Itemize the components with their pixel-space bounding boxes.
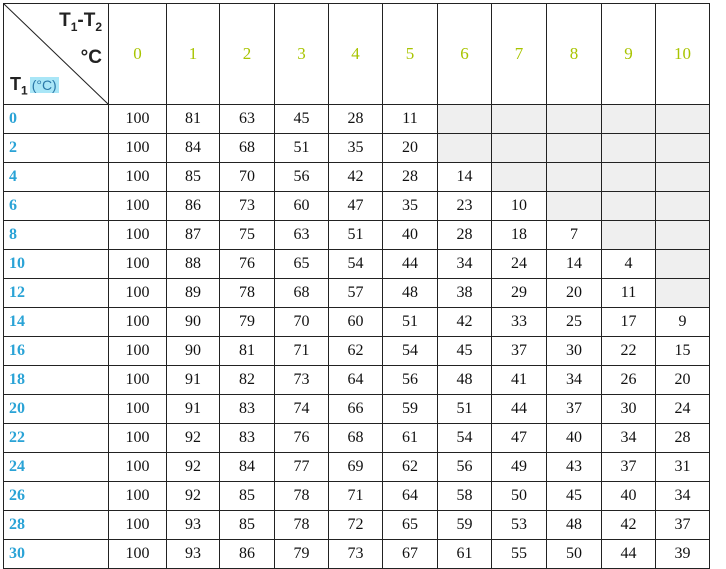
- table-cell: 39: [656, 540, 710, 569]
- table-cell: 78: [275, 511, 329, 540]
- table-cell: [656, 192, 710, 221]
- table-cell: 77: [275, 453, 329, 482]
- table-cell: 35: [329, 134, 383, 163]
- table-cell: 100: [109, 134, 167, 163]
- table-cell: 91: [167, 395, 220, 424]
- table-row: [4, 134, 710, 163]
- table-cell: 79: [275, 540, 329, 569]
- table-cell: 90: [167, 308, 220, 337]
- table-cell: 48: [383, 279, 438, 308]
- table-cell: 100: [109, 105, 167, 134]
- row-label: 30: [4, 540, 109, 569]
- relative-humidity-table: [3, 3, 710, 569]
- row-label: 6: [4, 192, 109, 221]
- table-cell: 85: [220, 482, 275, 511]
- table-cell: [656, 134, 710, 163]
- table-cell: 69: [329, 453, 383, 482]
- table-cell: 68: [275, 279, 329, 308]
- table-row: [4, 511, 710, 540]
- table-cell: 35: [383, 192, 438, 221]
- table-cell: 51: [275, 134, 329, 163]
- table-cell: 61: [438, 540, 492, 569]
- table-cell: 20: [656, 366, 710, 395]
- table-cell: [656, 221, 710, 250]
- table-cell: 53: [492, 511, 547, 540]
- table-cell: 78: [220, 279, 275, 308]
- table-cell: 28: [656, 424, 710, 453]
- table-cell: 84: [167, 134, 220, 163]
- table-cell: 100: [109, 221, 167, 250]
- table-cell: 79: [220, 308, 275, 337]
- table-cell: 63: [220, 105, 275, 134]
- table-cell: 30: [547, 337, 602, 366]
- table-cell: 20: [547, 279, 602, 308]
- table-row: [4, 424, 710, 453]
- table-row: [4, 105, 710, 134]
- table-cell: 85: [167, 163, 220, 192]
- table-cell: 65: [383, 511, 438, 540]
- table-cell: 45: [438, 337, 492, 366]
- column-header: 4: [329, 4, 383, 105]
- table-cell: 62: [329, 337, 383, 366]
- table-cell: 100: [109, 453, 167, 482]
- table-cell: 34: [602, 424, 656, 453]
- table-cell: [438, 134, 492, 163]
- row-label: 20: [4, 395, 109, 424]
- table-cell: 9: [656, 308, 710, 337]
- table-cell: 34: [438, 250, 492, 279]
- table-cell: 100: [109, 424, 167, 453]
- table-cell: 74: [275, 395, 329, 424]
- table-cell: 37: [492, 337, 547, 366]
- table-cell: 28: [438, 221, 492, 250]
- table-cell: [602, 221, 656, 250]
- table-cell: 44: [492, 395, 547, 424]
- table-cell: 100: [109, 163, 167, 192]
- table-cell: 84: [220, 453, 275, 482]
- table-cell: 54: [383, 337, 438, 366]
- table-cell: 100: [109, 482, 167, 511]
- table-cell: 45: [275, 105, 329, 134]
- row-label: 4: [4, 163, 109, 192]
- table-cell: [602, 192, 656, 221]
- table-cell: 71: [275, 337, 329, 366]
- table-cell: 76: [220, 250, 275, 279]
- table-cell: 42: [438, 308, 492, 337]
- table-cell: 31: [656, 453, 710, 482]
- table-cell: 73: [275, 366, 329, 395]
- table-cell: 68: [329, 424, 383, 453]
- table-row: [4, 308, 710, 337]
- table-cell: 100: [109, 511, 167, 540]
- table-cell: [547, 105, 602, 134]
- table-cell: 50: [492, 482, 547, 511]
- table-row: [4, 250, 710, 279]
- table-cell: 93: [167, 511, 220, 540]
- table-cell: 29: [492, 279, 547, 308]
- table-cell: 33: [492, 308, 547, 337]
- table-cell: 91: [167, 366, 220, 395]
- column-header: 1: [167, 4, 220, 105]
- table-cell: [492, 105, 547, 134]
- table-cell: 61: [383, 424, 438, 453]
- table-cell: 44: [383, 250, 438, 279]
- column-header: 2: [220, 4, 275, 105]
- table-cell: 37: [547, 395, 602, 424]
- table-cell: 48: [547, 511, 602, 540]
- table-cell: 70: [275, 308, 329, 337]
- row-label: 26: [4, 482, 109, 511]
- table-cell: 18: [492, 221, 547, 250]
- table-cell: 64: [329, 366, 383, 395]
- table-cell: 81: [220, 337, 275, 366]
- table-row: [4, 163, 710, 192]
- table-cell: 90: [167, 337, 220, 366]
- table-cell: 30: [602, 395, 656, 424]
- table-cell: 51: [329, 221, 383, 250]
- table-cell: 65: [275, 250, 329, 279]
- table-cell: [547, 134, 602, 163]
- table-cell: 40: [383, 221, 438, 250]
- table-cell: 56: [438, 453, 492, 482]
- table-cell: 49: [492, 453, 547, 482]
- row-label: 18: [4, 366, 109, 395]
- table-cell: 87: [167, 221, 220, 250]
- table-cell: [438, 105, 492, 134]
- table-cell: 42: [329, 163, 383, 192]
- table-cell: 47: [492, 424, 547, 453]
- table-cell: [656, 105, 710, 134]
- table-cell: 15: [656, 337, 710, 366]
- table-row: [4, 395, 710, 424]
- table-cell: 73: [220, 192, 275, 221]
- table-cell: 100: [109, 540, 167, 569]
- row-label: 28: [4, 511, 109, 540]
- table-cell: 73: [329, 540, 383, 569]
- temperature-difference-unit: °C: [80, 47, 102, 68]
- table-cell: 45: [547, 482, 602, 511]
- table-cell: [492, 163, 547, 192]
- table-cell: 10: [492, 192, 547, 221]
- table-cell: 55: [492, 540, 547, 569]
- table-cell: 59: [438, 511, 492, 540]
- table-cell: 68: [220, 134, 275, 163]
- row-label: 0: [4, 105, 109, 134]
- table-cell: 23: [438, 192, 492, 221]
- row-label: 10: [4, 250, 109, 279]
- table-cell: 42: [602, 511, 656, 540]
- table-cell: 75: [220, 221, 275, 250]
- t1-unit: (°C): [31, 77, 57, 94]
- table-body: [4, 105, 710, 569]
- table-cell: [656, 279, 710, 308]
- row-label: 16: [4, 337, 109, 366]
- table-cell: 24: [492, 250, 547, 279]
- table-cell: 11: [383, 105, 438, 134]
- table-cell: 78: [275, 482, 329, 511]
- column-header: 0: [109, 4, 167, 105]
- table-cell: 60: [329, 308, 383, 337]
- temperature-difference-label: $T_1-T_2$: [59, 10, 102, 34]
- table-row: [4, 540, 710, 569]
- table-row: [4, 221, 710, 250]
- row-label: 24: [4, 453, 109, 482]
- table-cell: 100: [109, 308, 167, 337]
- row-label: 12: [4, 279, 109, 308]
- table-cell: 88: [167, 250, 220, 279]
- table-cell: 44: [602, 540, 656, 569]
- table-cell: 89: [167, 279, 220, 308]
- table-cell: 25: [547, 308, 602, 337]
- table-cell: 67: [383, 540, 438, 569]
- table-cell: 100: [109, 192, 167, 221]
- table-cell: 37: [656, 511, 710, 540]
- table-cell: [602, 105, 656, 134]
- table-row: [4, 366, 710, 395]
- column-header: 6: [438, 4, 492, 105]
- table-cell: [656, 250, 710, 279]
- table-cell: 62: [383, 453, 438, 482]
- table-cell: 76: [275, 424, 329, 453]
- table-cell: 60: [275, 192, 329, 221]
- table-cell: 4: [602, 250, 656, 279]
- table-cell: 54: [438, 424, 492, 453]
- table-cell: 100: [109, 279, 167, 308]
- table-row: [4, 453, 710, 482]
- table-cell: [602, 163, 656, 192]
- table-row: [4, 337, 710, 366]
- table-cell: [656, 163, 710, 192]
- table-cell: 48: [438, 366, 492, 395]
- table-cell: 100: [109, 250, 167, 279]
- table-cell: 14: [547, 250, 602, 279]
- table-cell: 43: [547, 453, 602, 482]
- table-cell: 56: [383, 366, 438, 395]
- table-cell: 41: [492, 366, 547, 395]
- table-cell: 54: [329, 250, 383, 279]
- table-cell: 38: [438, 279, 492, 308]
- table-cell: 17: [602, 308, 656, 337]
- table-cell: 63: [275, 221, 329, 250]
- table-cell: [492, 134, 547, 163]
- table-row: [4, 482, 710, 511]
- table-cell: [547, 163, 602, 192]
- column-header: 10: [656, 4, 710, 105]
- table-cell: 37: [602, 453, 656, 482]
- table-row: [4, 192, 710, 221]
- table-cell: 34: [656, 482, 710, 511]
- table-cell: 92: [167, 424, 220, 453]
- table-cell: 66: [329, 395, 383, 424]
- table-cell: 92: [167, 482, 220, 511]
- table-cell: [547, 192, 602, 221]
- table-cell: 72: [329, 511, 383, 540]
- table-cell: 26: [602, 366, 656, 395]
- table-cell: 71: [329, 482, 383, 511]
- table-cell: [602, 134, 656, 163]
- table-cell: 20: [383, 134, 438, 163]
- table-cell: 56: [275, 163, 329, 192]
- table-cell: 86: [167, 192, 220, 221]
- table-cell: 100: [109, 366, 167, 395]
- table-cell: 100: [109, 395, 167, 424]
- table-cell: 50: [547, 540, 602, 569]
- table-row: [4, 279, 710, 308]
- row-label: 2: [4, 134, 109, 163]
- table-cell: 22: [602, 337, 656, 366]
- table-cell: 92: [167, 453, 220, 482]
- column-header: 5: [383, 4, 438, 105]
- table-cell: 24: [656, 395, 710, 424]
- table-cell: 59: [383, 395, 438, 424]
- table-cell: 47: [329, 192, 383, 221]
- corner-header-cell: [4, 4, 109, 105]
- table-cell: 28: [329, 105, 383, 134]
- table-cell: 64: [383, 482, 438, 511]
- table-cell: 51: [383, 308, 438, 337]
- table-cell: 93: [167, 540, 220, 569]
- row-label: 14: [4, 308, 109, 337]
- table-cell: 86: [220, 540, 275, 569]
- table-cell: 14: [438, 163, 492, 192]
- table-cell: 11: [602, 279, 656, 308]
- table-cell: 57: [329, 279, 383, 308]
- humidity-table-container: [3, 3, 710, 569]
- table-cell: 7: [547, 221, 602, 250]
- header-row: [4, 4, 710, 105]
- table-cell: 83: [220, 424, 275, 453]
- table-cell: 81: [167, 105, 220, 134]
- table-cell: 70: [220, 163, 275, 192]
- column-header: 8: [547, 4, 602, 105]
- table-cell: 40: [602, 482, 656, 511]
- table-cell: 100: [109, 337, 167, 366]
- table-cell: 40: [547, 424, 602, 453]
- column-header: 3: [275, 4, 329, 105]
- table-cell: 34: [547, 366, 602, 395]
- table-cell: 85: [220, 511, 275, 540]
- table-cell: 83: [220, 395, 275, 424]
- row-label: 8: [4, 221, 109, 250]
- row-label: 22: [4, 424, 109, 453]
- table-cell: 28: [383, 163, 438, 192]
- table-cell: 51: [438, 395, 492, 424]
- t1-label: $T_1$ (°C): [10, 74, 57, 98]
- table-cell: 58: [438, 482, 492, 511]
- column-header: 9: [602, 4, 656, 105]
- column-header: 7: [492, 4, 547, 105]
- table-cell: 82: [220, 366, 275, 395]
